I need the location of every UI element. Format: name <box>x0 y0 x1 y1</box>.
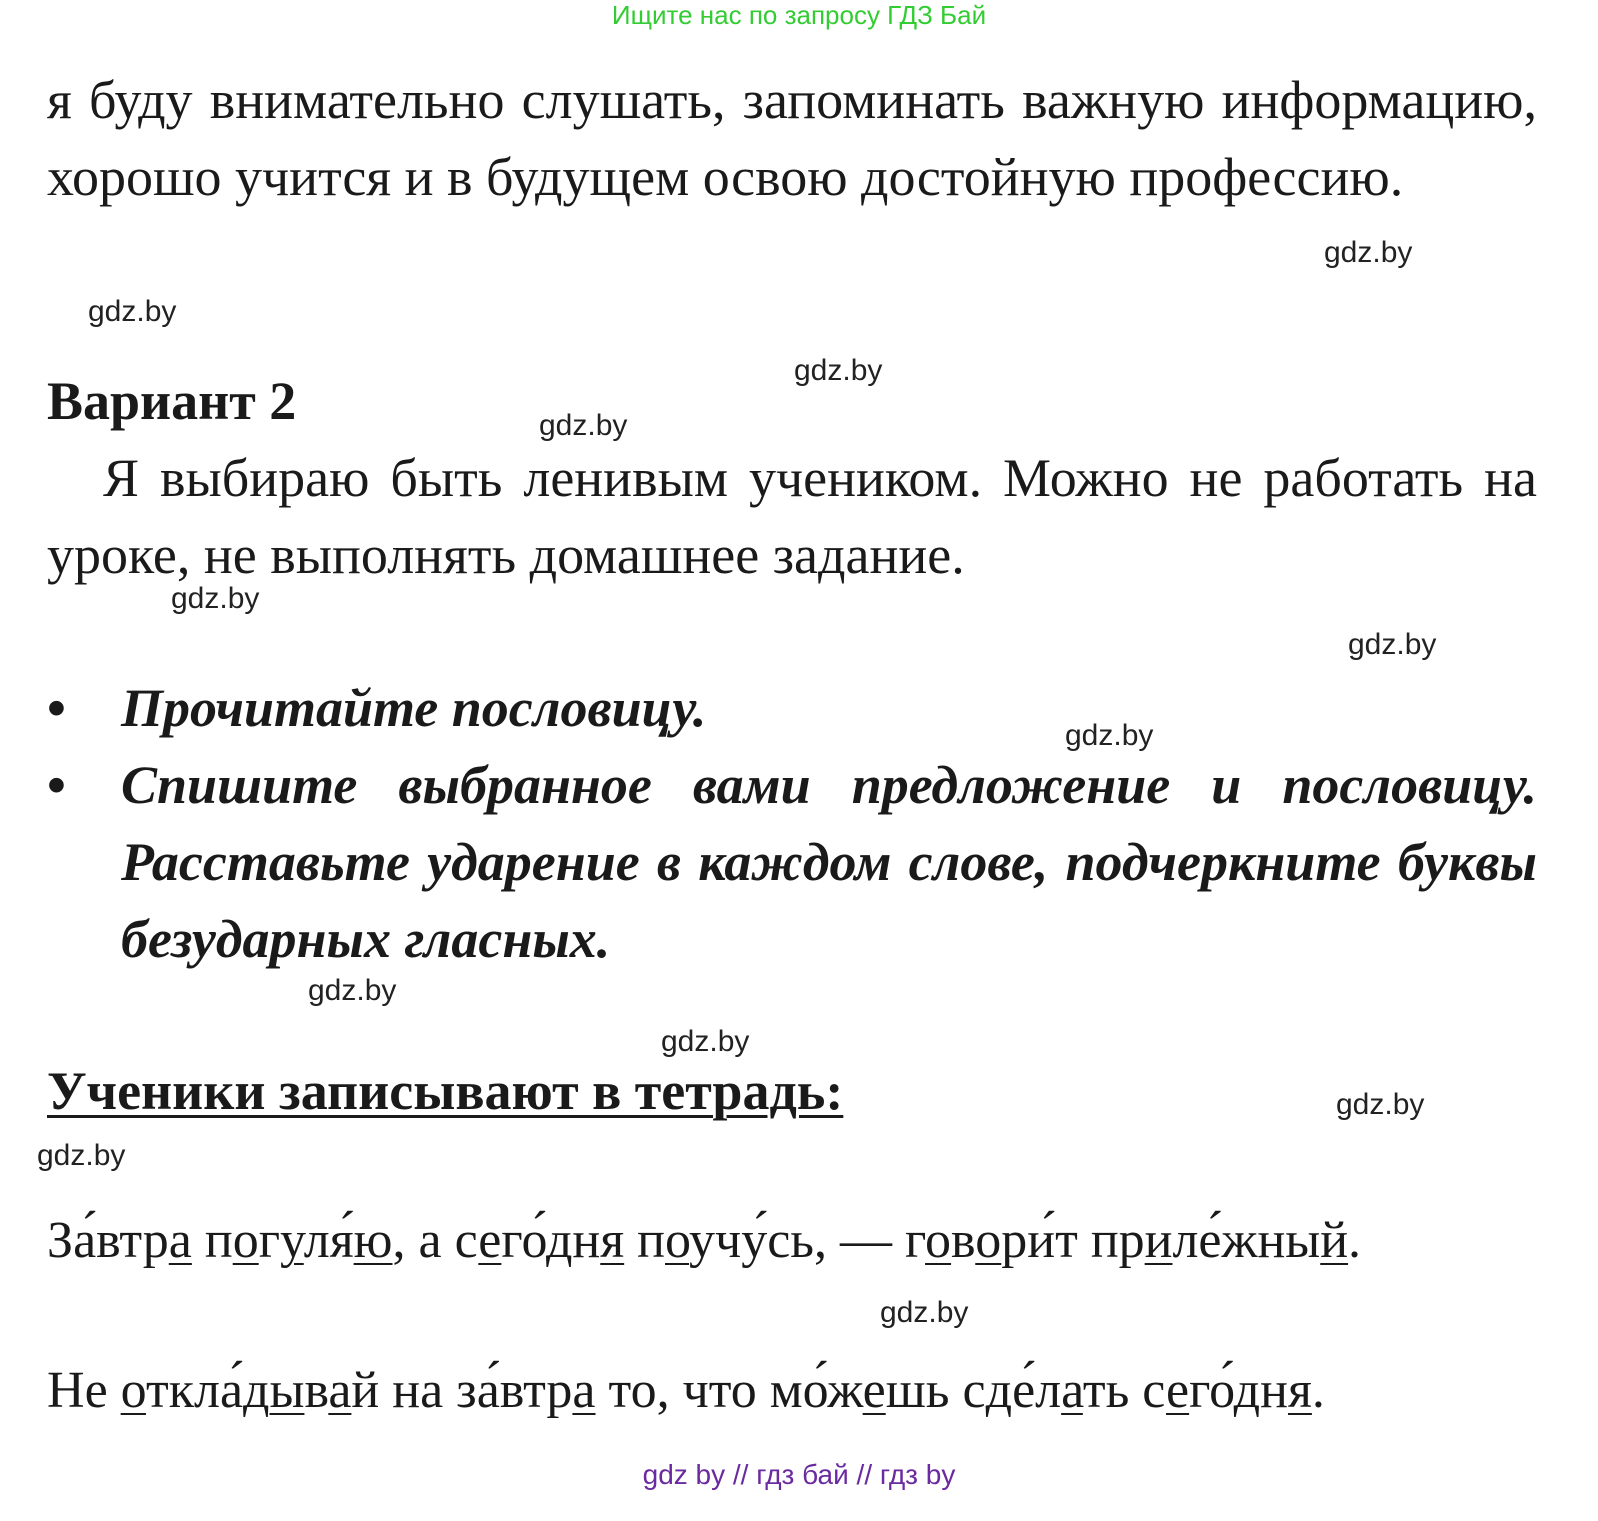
unstressed-vowel: я <box>600 1212 625 1269</box>
task-text: Спишите выбранное вами предложение и пословицу. Расставьте ударение в каждом слове, подчеркните буквы безударных гласных. <box>121 755 1537 969</box>
paragraph-2: Я выбираю быть ленивым учеником. Можно не работать на уроке, не выполнять домашнее задание. <box>47 448 1537 585</box>
watermark: gdz.by <box>1324 236 1413 269</box>
variant-heading: Вариант 2 <box>47 371 297 431</box>
unstressed-vowel: й <box>1320 1212 1349 1269</box>
notebook-heading: Ученики записывают в тетрадь: <box>47 1061 844 1121</box>
unstressed-vowel: а <box>1061 1362 1083 1419</box>
watermark: gdz.by <box>539 409 628 442</box>
paragraph-1: я буду внимательно слушать, запоминать важную информацию, хорошо учится и в будущем освою достойную профессию. <box>47 70 1537 207</box>
unstressed-vowel: о <box>120 1362 146 1419</box>
unstressed-vowel: е <box>862 1362 886 1419</box>
unstressed-vowel: о <box>975 1212 1002 1269</box>
task-list <box>47 670 1537 978</box>
unstressed-vowel: ы <box>269 1362 305 1419</box>
watermark: gdz.by <box>88 295 177 328</box>
top-banner: Ищите нас по запросу ГДЗ Бай <box>611 0 987 30</box>
watermark: gdz.by <box>1336 1088 1425 1121</box>
watermark: gdz.by <box>37 1139 126 1172</box>
unstressed-vowel: и <box>1144 1212 1173 1269</box>
watermark: gdz.by <box>1348 628 1437 661</box>
unstressed-vowel: ю <box>353 1212 393 1269</box>
bullet-icon: • <box>47 678 66 738</box>
task-text: Прочитайте пословицу. <box>121 678 707 738</box>
unstressed-vowel: е <box>1166 1362 1190 1419</box>
footer: gdz by // гдз бай // гдз by <box>642 1459 956 1490</box>
watermark: gdz.by <box>308 974 397 1007</box>
unstressed-vowel: а <box>572 1362 596 1419</box>
unstressed-vowel: о <box>925 1212 952 1269</box>
task-item <box>47 670 1537 747</box>
bullet-icon: • <box>47 755 66 815</box>
unstressed-vowel: а <box>328 1362 352 1419</box>
watermark: gdz.by <box>1065 719 1154 752</box>
watermark: gdz.by <box>880 1296 969 1329</box>
proverb-2: Не откладывай на завтра то, что можешь сделать сегодня. <box>47 1362 1325 1419</box>
proverb-1: Завтра погуляю, а сегодня поучусь, — говорит прилежный. <box>47 1212 1362 1269</box>
unstressed-vowel: а <box>168 1212 192 1269</box>
watermark: gdz.by <box>794 354 883 387</box>
unstressed-vowel: я <box>1287 1362 1312 1419</box>
task-item <box>47 747 1537 978</box>
watermark: gdz.by <box>661 1025 750 1058</box>
unstressed-vowel: у <box>280 1212 304 1269</box>
unstressed-vowel: е <box>478 1212 502 1269</box>
watermark: gdz.by <box>171 582 260 615</box>
unstressed-vowel: о <box>232 1212 259 1269</box>
unstressed-vowel: о <box>665 1212 690 1269</box>
